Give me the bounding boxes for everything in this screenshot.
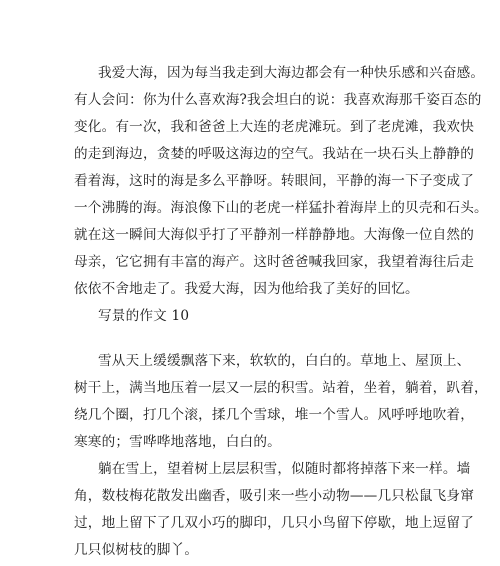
paragraph-1-line-9: 依依不舍地走了。我爱大海，因为他给我了美好的回忆。	[74, 281, 419, 297]
paragraph-1-line-4: 的走到海边，贪婪的呼吸这海边的空气。我站在一块石头上静静的	[74, 146, 475, 162]
paragraph-2-line-2: 树干上，满当地压着一层又一层的积雪。站着，坐着，躺着，趴着，	[74, 380, 488, 396]
paragraph-1-line-1: 我爱大海，因为每当我走到大海边都会有一种快乐感和兴奋感。	[98, 65, 485, 81]
paragraph-3-line-3: 过，地上留下了几双小巧的脚印，几只小鸟留下停歇，地上逗留了	[74, 515, 475, 531]
paragraph-1-line-7: 就在这一瞬间大海似乎打了平静剂一样静静地。大海像一位自然的	[74, 227, 475, 243]
paragraph-1-line-6: 一个沸腾的海。海浪像下山的老虎一样猛扑着海岸上的贝壳和石头。	[74, 200, 488, 216]
paragraph-1-line-8: 母亲，它它拥有丰富的海产。这时爸爸喊我回家，我望着海往后走	[74, 254, 475, 270]
paragraph-2-line-3: 绕几个圈，打几个滚，揉几个雪球，堆一个雪人。风呼呼地吹着，	[74, 407, 475, 423]
paragraph-2-line-4: 寒寒的；雪哗哗地落地，白白的。	[74, 434, 281, 450]
paragraph-1-line-2: 有人会问：你为什么喜欢海?我会坦白的说：我喜欢海那千姿百态的	[74, 92, 482, 108]
paragraph-2-line-1: 雪从天上缓缓飘落下来，软软的，白白的。草地上、屋顶上、	[98, 353, 471, 369]
paragraph-3-line-2: 角，数枝梅花散发出幽香，吸引来一些小动物——几只松鼠飞身窜	[74, 488, 475, 504]
essay-heading: 写景的作文 10	[98, 308, 190, 324]
paragraph-1-line-5: 看着海，这时的海是多么平静呀。转眼间，平静的海一下子变成了	[74, 173, 475, 189]
paragraph-3-line-4: 几只似树枝的脚丫。	[74, 542, 199, 558]
paragraph-1-line-3: 变化。有一次，我和爸爸上大连的老虎滩玩。到了老虎滩，我欢快	[74, 119, 475, 135]
paragraph-3-line-1: 躺在雪上，望着树上层层积雪，似随时都将掉落下来一样。墙	[98, 461, 471, 477]
